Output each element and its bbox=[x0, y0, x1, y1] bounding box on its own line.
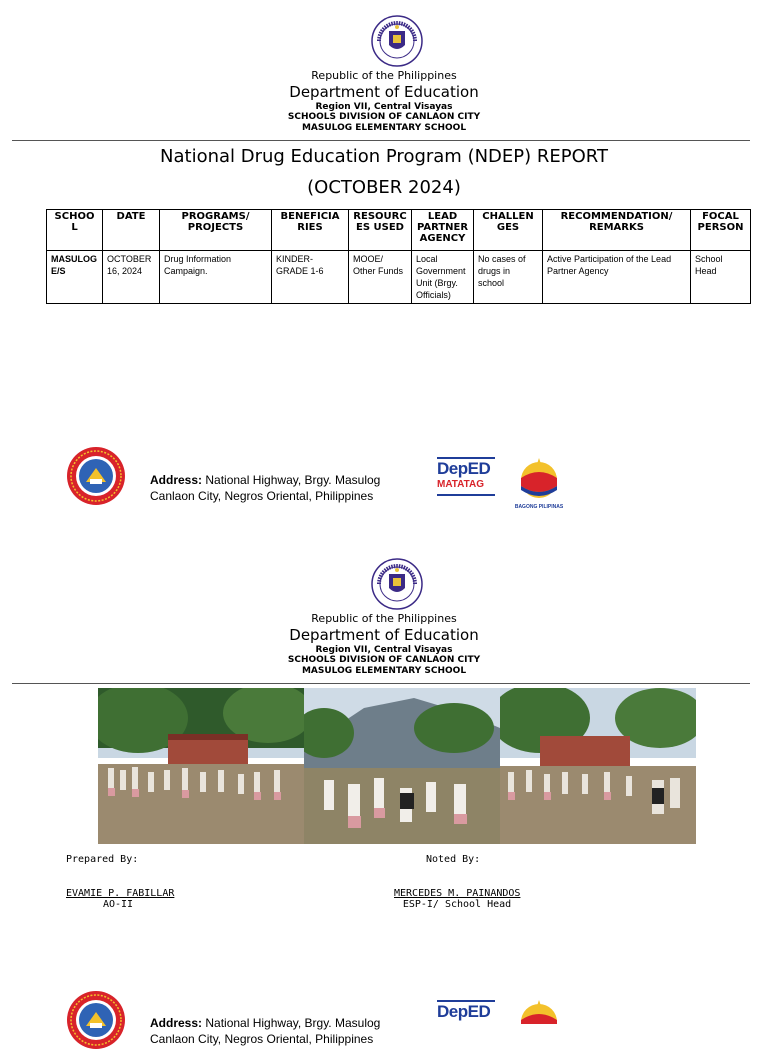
region-text: Region VII, Central Visayas bbox=[315, 102, 453, 112]
deped-matatag-logo bbox=[437, 457, 497, 507]
prepared-by-name: EVAMIE P. FABILLAR bbox=[66, 888, 175, 899]
table-header-row bbox=[47, 210, 751, 251]
deped-seal-icon bbox=[371, 15, 423, 67]
col-header-recommendation: RECOMMENDATION/ REMARKS bbox=[543, 210, 691, 251]
school-address bbox=[150, 1015, 420, 1047]
school-seal-icon bbox=[66, 446, 126, 506]
photo-flag-ceremony-2 bbox=[304, 688, 500, 844]
cell-program: Drug Information Campaign. bbox=[160, 251, 272, 304]
deped-seal-icon bbox=[371, 558, 423, 610]
col-header-lead-partner: LEAD PARTNER AGENCY bbox=[412, 210, 474, 251]
address-label: Address: bbox=[150, 473, 203, 487]
cell-school: MASULOG E/S bbox=[47, 251, 103, 304]
school-address bbox=[150, 472, 420, 504]
department-title: Department of Education bbox=[289, 626, 479, 644]
address-text: National Highway, Brgy. Masulog Canlaon City, Negros Oriental, Philippines bbox=[150, 1016, 381, 1046]
col-header-school: SCHOO L bbox=[47, 210, 103, 251]
republic-text: Republic of the Philippines bbox=[311, 612, 457, 625]
cell-lead-partner: Local Government Unit (Brgy. Officials) bbox=[412, 251, 474, 304]
bagong-pilipinas-logo bbox=[511, 456, 567, 508]
cell-resources: MOOE/ Other Funds bbox=[349, 251, 412, 304]
noted-by-title: ESP-I/ School Head bbox=[402, 899, 512, 910]
deped-logo-text: DepED bbox=[437, 459, 491, 478]
col-header-programs: PROGRAMS/ PROJECTS bbox=[160, 210, 272, 251]
republic-text: Republic of the Philippines bbox=[311, 69, 457, 82]
cell-recommendation: Active Participation of the Lead Partner Agency bbox=[543, 251, 691, 304]
bagong-pilipinas-text: BAGONG PILIPINAS bbox=[514, 504, 564, 510]
school-text: MASULOG ELEMENTARY SCHOOL bbox=[301, 123, 467, 133]
school-text: MASULOG ELEMENTARY SCHOOL bbox=[301, 666, 467, 676]
photo-flag-ceremony-3 bbox=[500, 688, 696, 844]
prepared-by-title: AO-II bbox=[102, 899, 134, 910]
sun-flag-icon bbox=[511, 998, 567, 1024]
sun-flag-icon bbox=[511, 456, 567, 500]
deped-matatag-logo bbox=[437, 1000, 497, 1024]
col-header-beneficiaries: BENEFICIA RIES bbox=[272, 210, 349, 251]
noted-by-label: Noted By: bbox=[426, 854, 481, 865]
prepared-by-label: Prepared By: bbox=[66, 854, 139, 865]
address-label: Address: bbox=[150, 1016, 203, 1030]
report-period: (OCTOBER 2024) bbox=[307, 177, 461, 198]
region-text: Region VII, Central Visayas bbox=[315, 645, 453, 655]
cell-challenges: No cases of drugs in school bbox=[474, 251, 543, 304]
photo-flag-ceremony-1 bbox=[98, 688, 304, 844]
noted-by-name: MERCEDES M. PAINANDOS bbox=[394, 888, 521, 899]
cell-focal-person: School Head bbox=[691, 251, 751, 304]
cell-date: OCTOBER 16, 2024 bbox=[103, 251, 160, 304]
deped-logo-text: DepED bbox=[437, 1002, 491, 1021]
division-text: SCHOOLS DIVISION OF CANLAON CITY bbox=[287, 655, 481, 665]
col-header-resources: RESOURC ES USED bbox=[349, 210, 412, 251]
header-rule bbox=[12, 140, 750, 141]
col-header-challenges: CHALLEN GES bbox=[474, 210, 543, 251]
matatag-text: MATATAG bbox=[437, 479, 485, 490]
col-header-focal-person: FOCAL PERSON bbox=[691, 210, 751, 251]
school-seal-icon bbox=[66, 990, 126, 1050]
report-title: National Drug Education Program (NDEP) REPORT bbox=[160, 146, 608, 167]
header-rule bbox=[12, 683, 750, 684]
bagong-pilipinas-logo bbox=[511, 998, 567, 1024]
col-header-date: DATE bbox=[103, 210, 160, 251]
division-text: SCHOOLS DIVISION OF CANLAON CITY bbox=[287, 112, 481, 122]
cell-beneficiaries: KINDER- GRADE 1-6 bbox=[272, 251, 349, 304]
table-row bbox=[47, 251, 751, 304]
department-title: Department of Education bbox=[289, 83, 479, 101]
ndep-report-table bbox=[46, 209, 751, 304]
address-text: National Highway, Brgy. Masulog Canlaon City, Negros Oriental, Philippines bbox=[150, 473, 381, 503]
